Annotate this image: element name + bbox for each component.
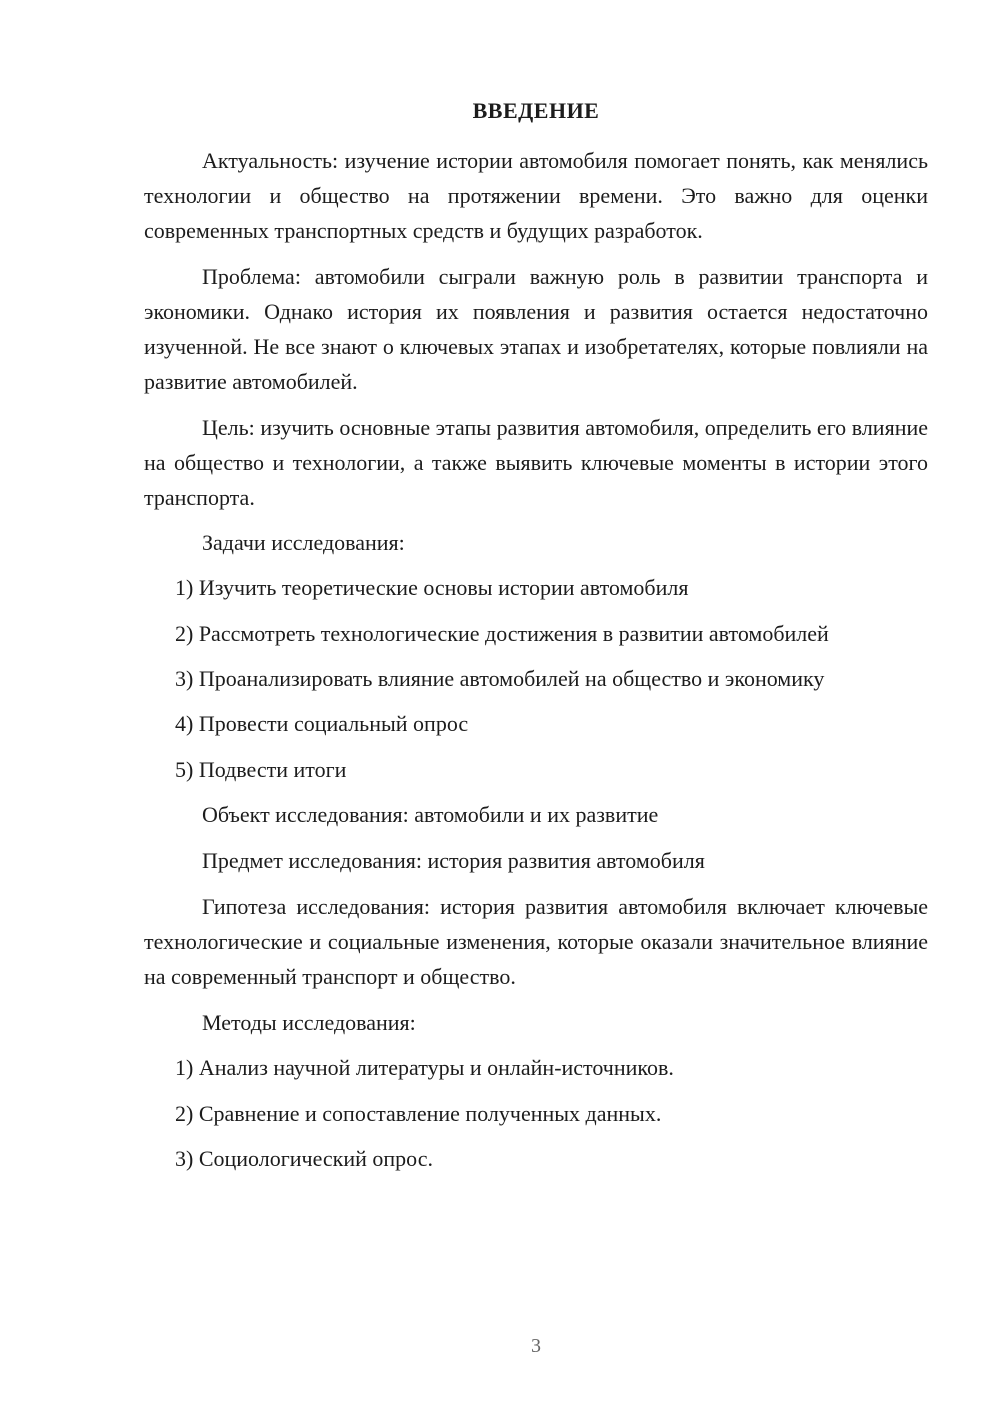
hypothesis-paragraph: Гипотеза исследования: история развития автомобиля включает ключевые технологические и социальные изменения, которые оказали значительное влияние на современный транспорт и общество. [144, 894, 928, 989]
problem-paragraph: Проблема: автомобили сыграли важную роль в развитии транспорта и экономики. Однако история их появления и развития остается недостаточно изученной. Не все знают о ключевых этапах и изобретателях, которые повлияли на развитие автомобилей. [144, 264, 928, 394]
task-item: 3) Проанализировать влияние автомобилей на общество и экономику [175, 666, 825, 691]
page-title: ВВЕДЕНИЕ [472, 98, 600, 123]
method-item: 3) Социологический опрос. [175, 1146, 433, 1171]
goal-paragraph: Цель: изучить основные этапы развития автомобиля, определить его влияние на общество и технологии, а также выявить ключевые моменты в истории этого транспорта. [144, 415, 928, 510]
task-item: 4) Провести социальный опрос [175, 711, 469, 736]
page-number: 3 [531, 1335, 541, 1357]
task-item: 1) Изучить теоретические основы истории автомобиля [175, 575, 689, 600]
task-item: 2) Рассмотреть технологические достижения в развитии автомобилей [175, 621, 829, 646]
research-subject: Предмет исследования: история развития автомобиля [202, 848, 705, 873]
research-object: Объект исследования: автомобили и их развитие [202, 802, 659, 827]
task-item: 5) Подвести итоги [175, 757, 347, 782]
method-item: 1) Анализ научной литературы и онлайн-источников. [175, 1055, 674, 1080]
tasks-heading: Задачи исследования: [202, 530, 405, 555]
methods-heading: Методы исследования: [202, 1010, 416, 1035]
method-item: 2) Сравнение и сопоставление полученных данных. [175, 1101, 662, 1126]
relevance-paragraph: Актуальность: изучение истории автомобиля помогает понять, как менялись технологии и общество на протяжении времени. Это важно для оценки современных транспортных средств и будущих разработок. [144, 148, 928, 243]
